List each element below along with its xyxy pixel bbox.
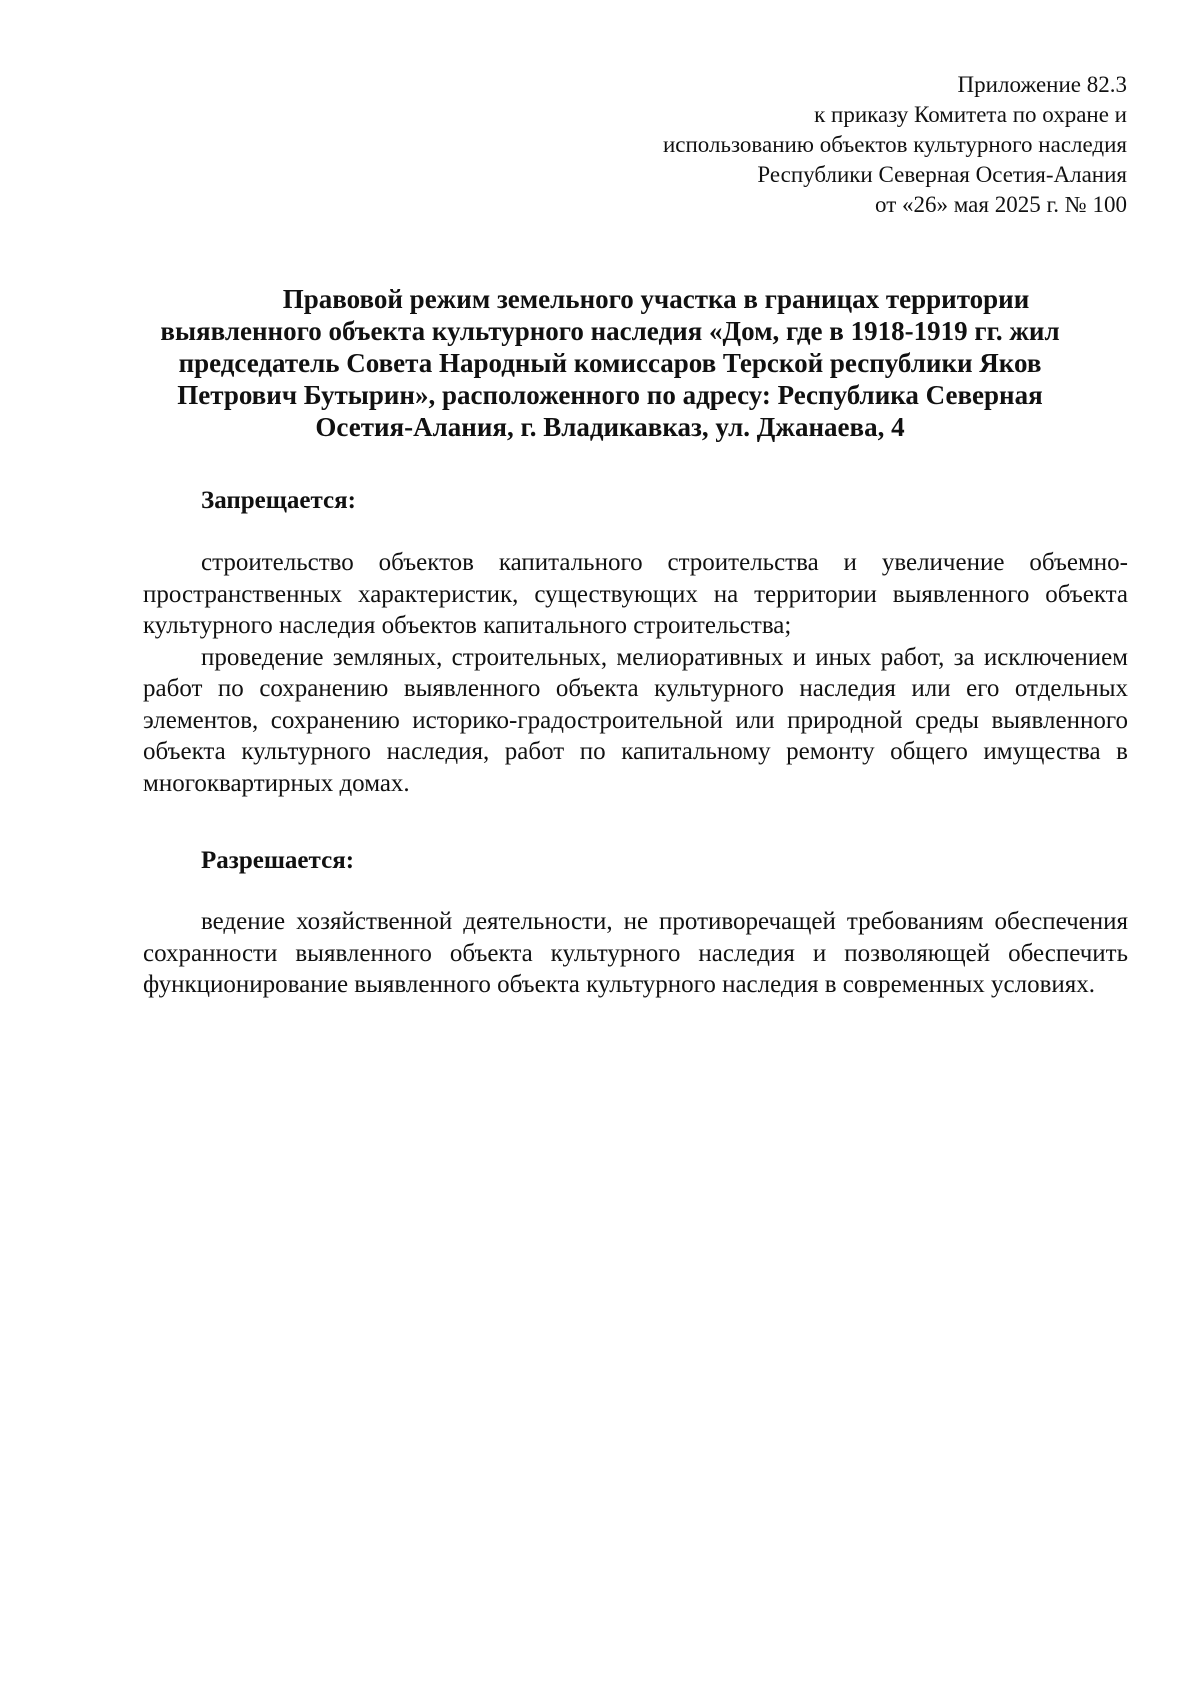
approval-line-date: от «26» мая 2025 г. № 100 [875, 192, 1127, 217]
title-line-5: Осетия-Алания, г. Владикавказ, ул. Джанаева, 4 [315, 412, 905, 442]
prohibited-section [143, 547, 1128, 799]
allowed-section [143, 906, 1128, 1001]
title-line-4: Петрович Бутырин», расположенного по адресу: Республика Северная [177, 380, 1043, 410]
title-line-3: председатель Совета Народный комиссаров Терской республики Яков [178, 348, 1042, 378]
approval-block [567, 70, 1127, 220]
approval-line-order: к приказу Комитета по охране и [814, 102, 1127, 127]
approval-line-republic: Республики Северная Осетия-Алания [757, 162, 1127, 187]
approval-line-appendix: Приложение 82.3 [957, 72, 1127, 97]
prohibited-paragraph-works: проведение земляных, строительных, мелиоративных и иных работ, за исключением работ по сохранению выявленного объекта культурного наследия или его отдельных элементов, сохранению историко-градостроительной или природной среды выявленного объекта культурного наследия, работ по капитальному ремонту общего имущества в многоквартирных домах. [143, 643, 1128, 797]
title-line-2: выявленного объекта культурного наследия «Дом, где в 1918-1919 гг. жил [160, 316, 1060, 346]
document-title [150, 283, 1070, 443]
title-line-1: Правовой режим земельного участка в границах территории [282, 284, 1030, 314]
prohibited-paragraph-construction: строительство объектов капитального строительства и увеличение объемно-пространственных характеристик, существующих на территории выявленного объекта культурного наследия объектов капитального строительства; [143, 549, 1128, 639]
allowed-heading: Разрешается: [201, 847, 355, 874]
allowed-paragraph-economic-activity: ведение хозяйственной деятельности, не противоречащей требованиям обеспечения сохранности выявленного объекта культурного наследия и позволяющей обеспечить функционирование выявленного объекта культурного наследия в современных условиях. [143, 908, 1128, 998]
prohibited-heading: Запрещается: [201, 487, 357, 514]
approval-line-committee: использованию объектов культурного наследия [662, 132, 1127, 157]
